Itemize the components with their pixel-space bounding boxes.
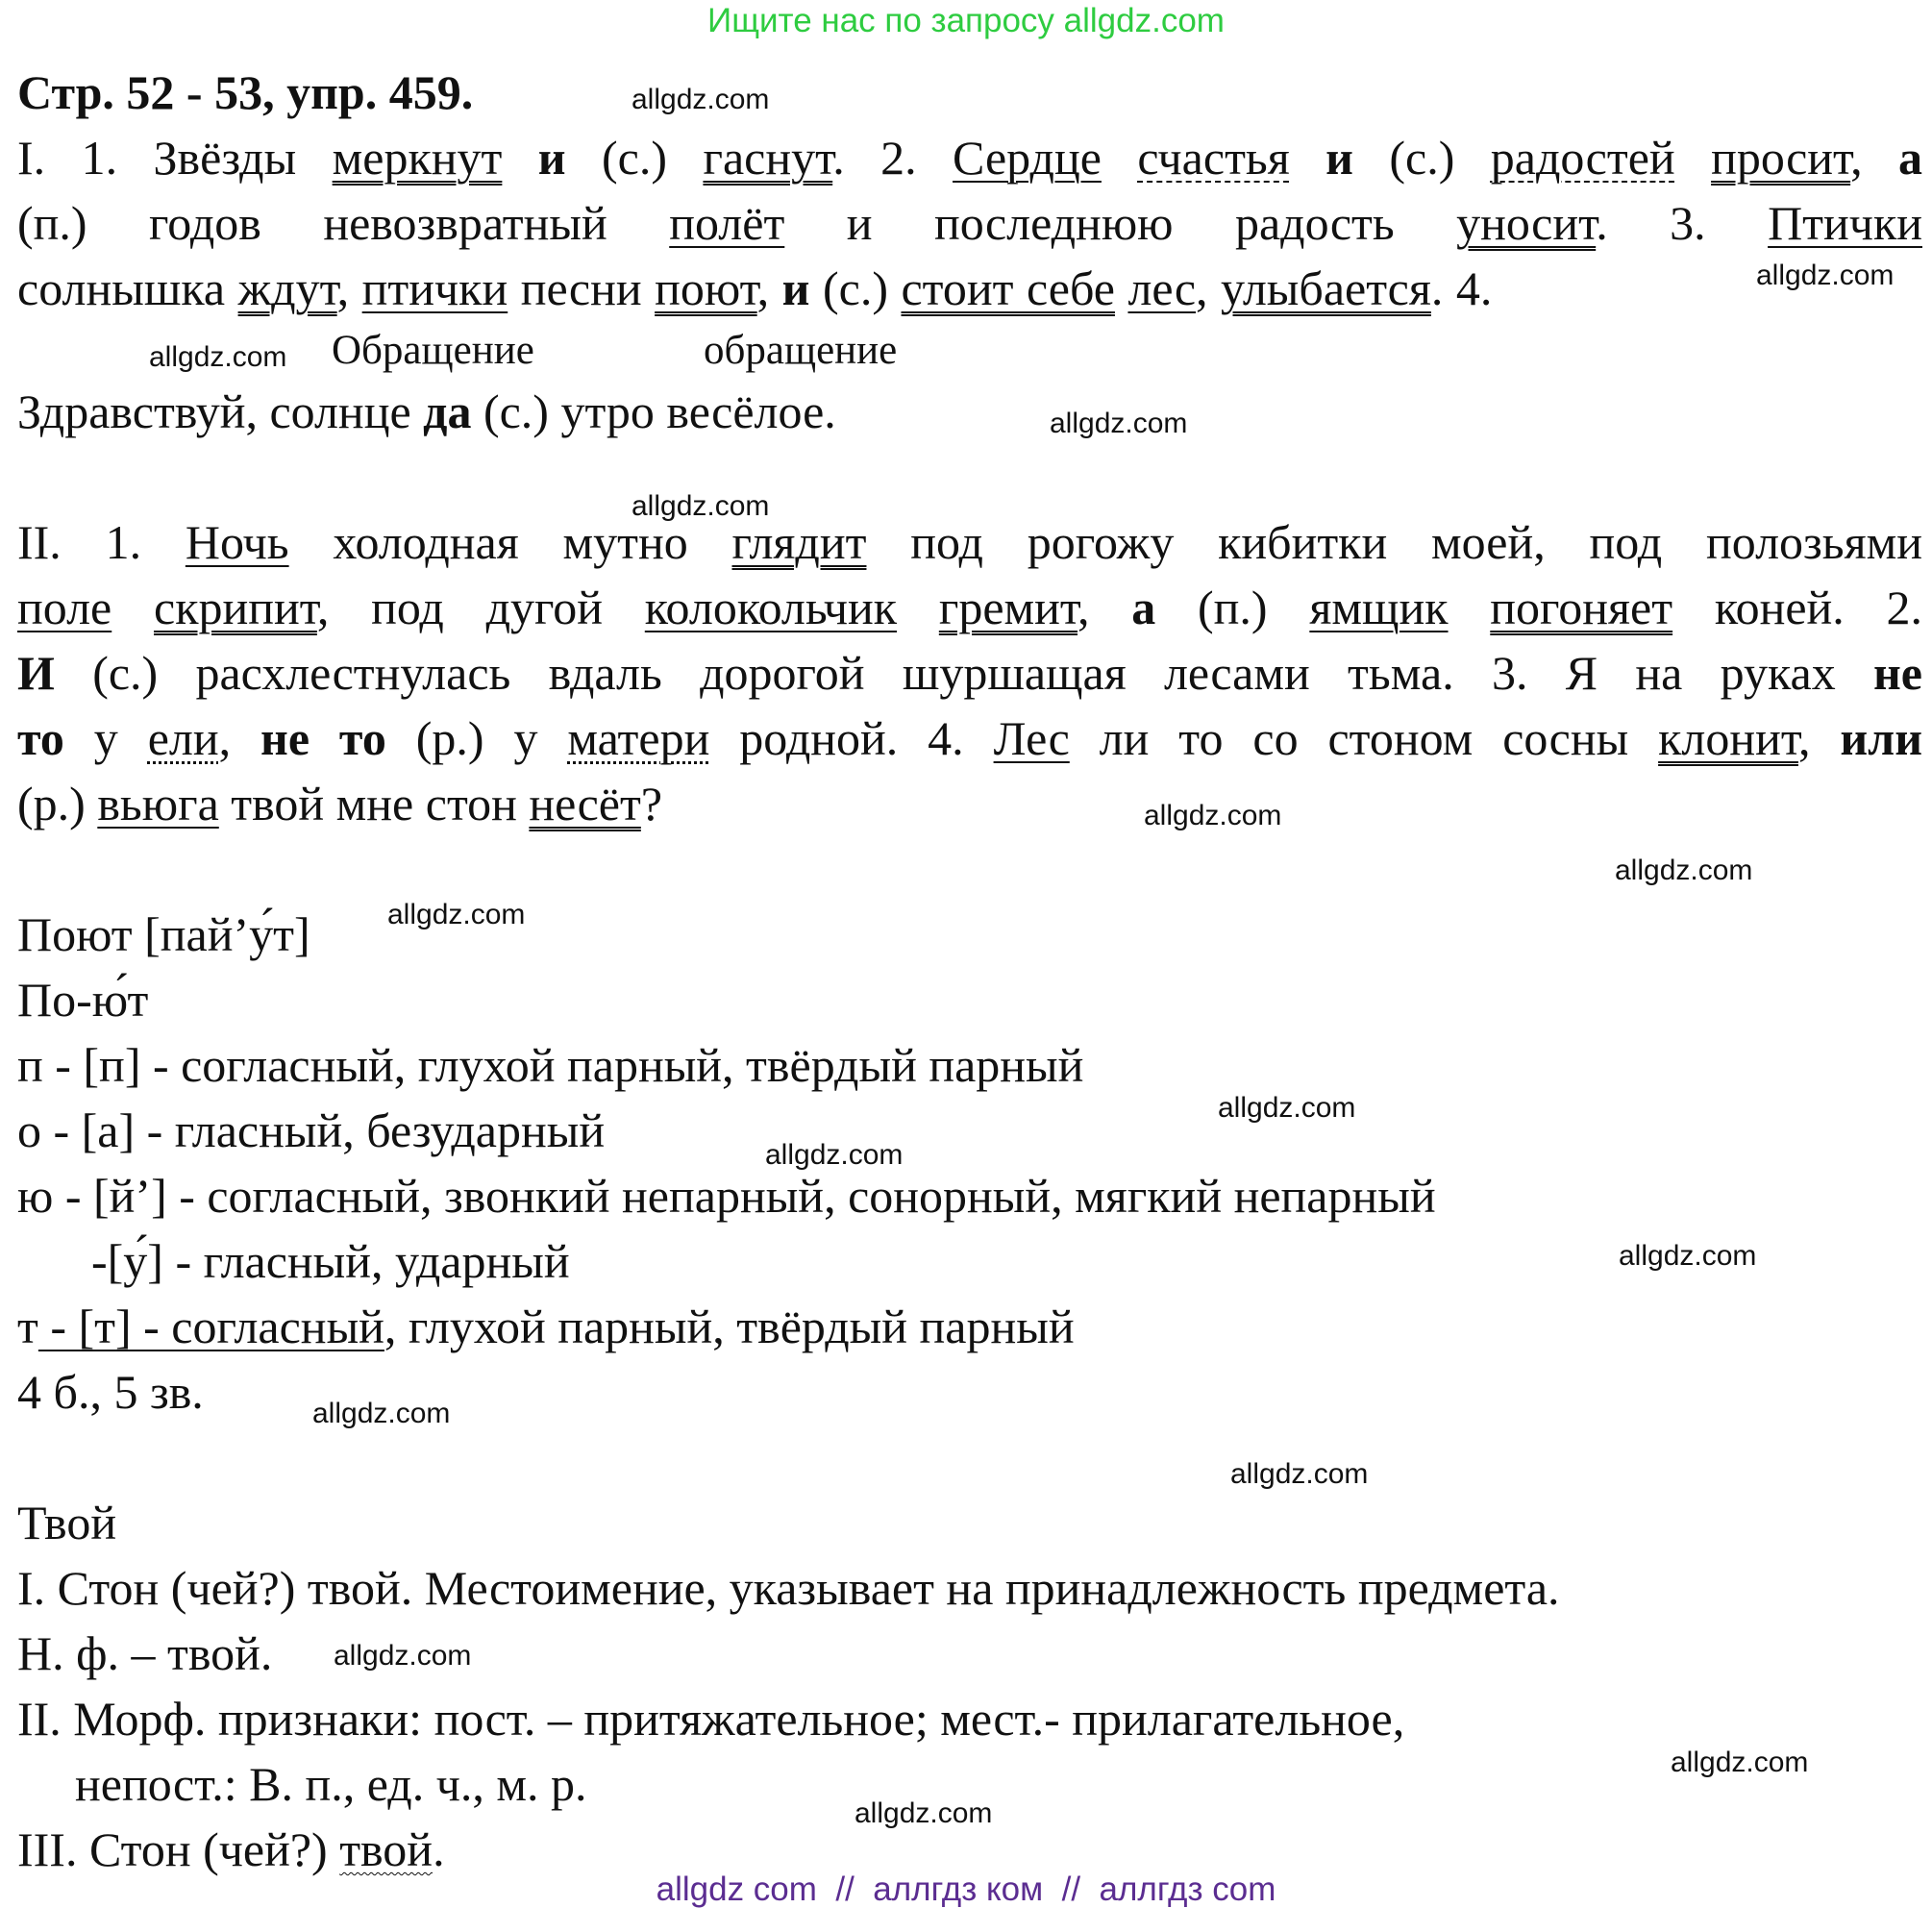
object: радостей: [1490, 131, 1675, 185]
adverbial: ели: [147, 711, 219, 765]
phonetic-row: т - [т] - согласный, глухой парный, твёрдый парный: [17, 1300, 1075, 1353]
predicate: погоняет: [1490, 581, 1673, 634]
header-banner: Ищите нас по запросу allgdz.com: [707, 2, 1225, 39]
morph-line: III. Стон (чей?) твой.: [17, 1822, 445, 1876]
subject: Сердце: [953, 131, 1102, 185]
subject: птички: [361, 261, 508, 315]
watermark: allgdz.com: [334, 1640, 472, 1672]
watermark: allgdz.com: [1615, 855, 1753, 886]
phonetic-syllables: По-ю́т: [17, 973, 149, 1027]
predicate: уносит: [1456, 196, 1597, 250]
subject: ямщик: [1309, 581, 1449, 634]
watermark: allgdz.com: [632, 490, 770, 522]
page-title: Стр. 52 - 53, упр. 459.: [17, 65, 474, 119]
watermark: allgdz.com: [632, 84, 770, 115]
phonetic-word: Поют [пай’у́т]: [17, 907, 310, 961]
predicate: гаснут: [703, 131, 833, 185]
subject: Ночь: [185, 515, 289, 569]
predicate: просит: [1711, 131, 1851, 185]
part1-line3: солнышка ждут, птички песни поют, и (с.) стоит себе лес, улыбается. 4.: [17, 261, 1493, 315]
watermark: allgdz.com: [855, 1797, 993, 1829]
part2-line1: II. 1. Ночь холодная мутно глядит под рогожу кибитки моей, под полозьями: [17, 515, 1922, 569]
predicate: улыбается: [1221, 261, 1431, 315]
part2-line4: то у ели, не то (р.) у матери родной. 4. Лес ли то со стоном сосны клонит, или: [17, 711, 1923, 765]
attribute: твой: [339, 1822, 433, 1876]
morph-line: непост.: В. п., ед. ч., м. р.: [75, 1757, 587, 1811]
predicate: меркнут: [332, 131, 503, 185]
phonetic-row: -[у́] - гласный, ударный: [91, 1234, 570, 1288]
subject: поле: [17, 581, 112, 634]
predicate: стоит себе: [901, 261, 1115, 315]
label-address-1: Обращение: [332, 328, 534, 373]
subject: Птички: [1768, 196, 1922, 250]
subject: Лес: [993, 711, 1070, 765]
morph-line: I. Стон (чей?) твой. Местоимение, указывает на принадлежность предмета.: [17, 1561, 1560, 1615]
watermark: allgdz.com: [387, 899, 526, 930]
phonetic-row: ю - [й’] - согласный, звонкий непарный, сонорный, мягкий непарный: [17, 1169, 1436, 1223]
watermark: allgdz.com: [1050, 408, 1188, 439]
predicate: клонит: [1658, 711, 1798, 765]
object: счастья: [1137, 131, 1290, 185]
watermark: allgdz.com: [1230, 1458, 1369, 1490]
watermark: allgdz.com: [1144, 800, 1282, 831]
phonetic-row: о - [а] - гласный, безударный: [17, 1103, 606, 1157]
part2-line5: (р.) вьюга твой мне стон несёт?: [17, 777, 663, 830]
morph-line: Н. ф. – твой.: [17, 1626, 273, 1680]
subject: полёт: [669, 196, 785, 250]
phonetic-count: 4 б., 5 зв.: [17, 1365, 204, 1419]
part2-line3: И (с.) расхлестнулась вдаль дорогой шуршащая лесами тьма. 3. Я на руках не: [17, 646, 1922, 700]
part1-line1: I. 1. Звёзды меркнут и (с.) гаснут. 2. Сердце счастья и (с.) радостей просит, а: [17, 131, 1923, 185]
subject: колокольчик: [644, 581, 898, 634]
watermark: allgdz.com: [149, 341, 287, 373]
watermark: allgdz.com: [1671, 1747, 1809, 1778]
part2-line2: поле скрипит, под дугой колокольчик гремит, а (п.) ямщик погоняет коней. 2.: [17, 581, 1923, 634]
adverbial: матери: [567, 711, 710, 765]
part1-line4: Здравствуй, солнце да (с.) утро весёлое.: [17, 384, 836, 438]
subject: вьюга: [97, 777, 219, 830]
label-address-2: обращение: [704, 328, 898, 373]
predicate: ждут: [237, 261, 337, 315]
watermark: allgdz.com: [765, 1139, 904, 1171]
phonetic-row: п - [п] - согласный, глухой парный, твёрдый парный: [17, 1038, 1084, 1092]
subject: лес: [1127, 261, 1197, 315]
morph-word: Твой: [17, 1496, 117, 1549]
morph-line: II. Морф. признаки: пост. – притяжательное; мест.- прилагательное,: [17, 1692, 1405, 1746]
watermark: allgdz.com: [1756, 260, 1895, 291]
predicate: несёт: [529, 777, 641, 830]
predicate: глядит: [731, 515, 867, 569]
watermark: allgdz.com: [1218, 1092, 1356, 1124]
part1-line2: (п.) годов невозвратный полёт и последнюю радость уносит. 3. Птички: [17, 196, 1922, 250]
watermark: allgdz.com: [1619, 1240, 1757, 1272]
footer-watermark: allgdz com // аллгдз ком // аллгдз com: [656, 1871, 1276, 1908]
predicate: поют: [655, 261, 757, 315]
predicate: гремит: [938, 581, 1078, 634]
predicate: скрипит: [154, 581, 317, 634]
watermark: allgdz.com: [312, 1398, 451, 1429]
